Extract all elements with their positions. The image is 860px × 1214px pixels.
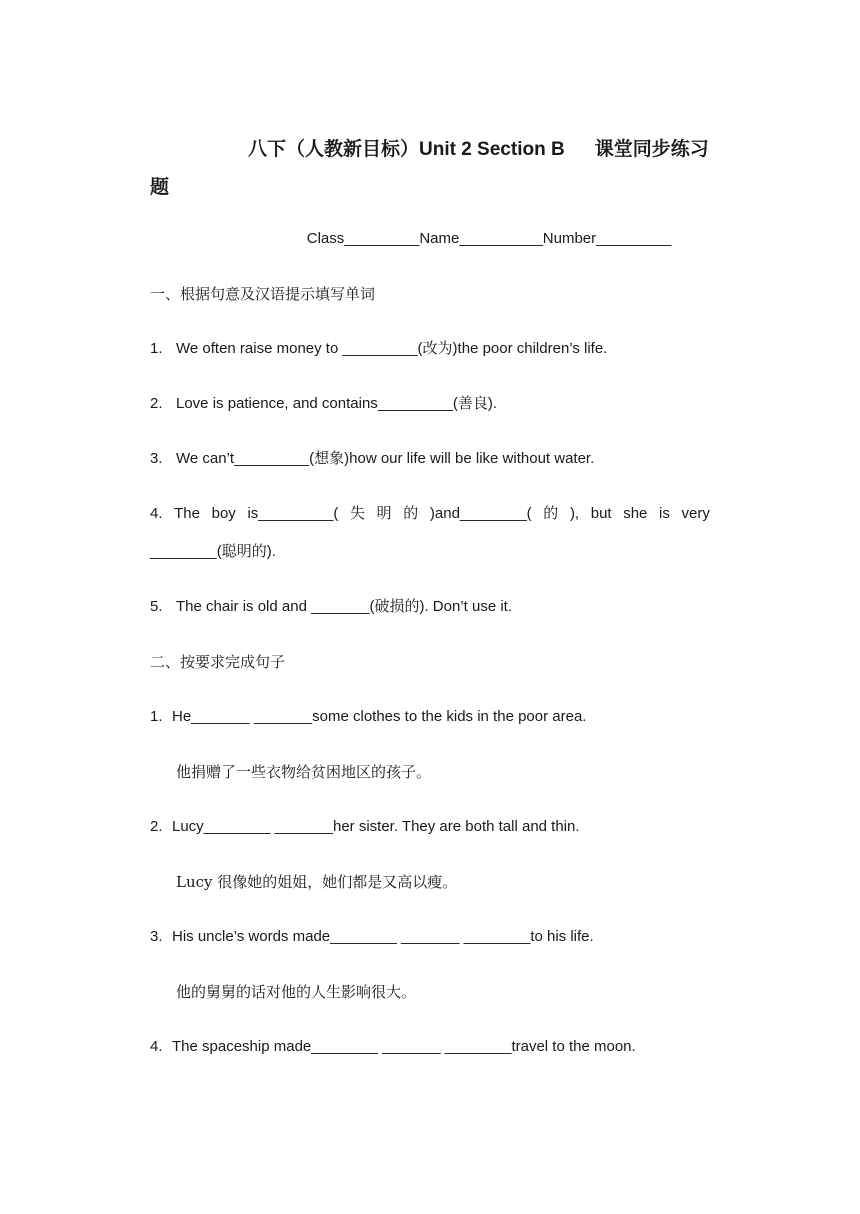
item-number: 1. bbox=[150, 340, 163, 357]
part2-item-4 bbox=[150, 1037, 710, 1057]
part2-item-1 bbox=[150, 707, 710, 727]
part1-heading: 一、根据句意及汉语提示填写单词 bbox=[150, 285, 376, 303]
item-number: 3. bbox=[150, 928, 163, 945]
part2-item-2 bbox=[150, 817, 710, 837]
item-text: The spaceship made________ _______ ________travel to the moon. bbox=[172, 1038, 636, 1055]
item-word: but bbox=[590, 505, 612, 522]
item-number: 3. bbox=[150, 450, 163, 467]
item-number: 5. bbox=[150, 598, 163, 615]
item-number: 4. bbox=[150, 1038, 163, 1055]
part2-item-1-translation: 他捐赠了一些衣物给贫困地区的孩子。 bbox=[176, 763, 432, 781]
part1-item-4 bbox=[150, 504, 710, 524]
item-text: His uncle’s words made________ _______ ________to his life. bbox=[172, 928, 594, 945]
title-line-2: 题 bbox=[150, 177, 170, 198]
item-word: The bbox=[174, 505, 200, 522]
item-word: she bbox=[623, 505, 648, 522]
page-title bbox=[150, 131, 710, 207]
item-text: We often raise money to _________(改为)the poor children’s life. bbox=[176, 340, 608, 357]
item-text: He_______ _______some clothes to the kids in the poor area. bbox=[172, 708, 587, 725]
item-number: 4. bbox=[150, 505, 163, 522]
item-number: 2. bbox=[150, 818, 163, 835]
part1-item-5 bbox=[150, 597, 710, 617]
item-text: We can’t_________(想象)how our life will be like without water. bbox=[176, 450, 595, 467]
part2-item-3-translation: 他的舅舅的话对他的人生影响很大。 bbox=[176, 983, 417, 1001]
item-number: 1. bbox=[150, 708, 163, 725]
item-number: 2. bbox=[150, 395, 163, 412]
item-word: is_________( bbox=[247, 505, 339, 522]
item-word: ), bbox=[569, 505, 580, 522]
title-text-a: 八下（人教新目标）Unit 2 Section B bbox=[248, 139, 565, 160]
item-word: very bbox=[681, 505, 710, 522]
item-text: Love is patience, and contains_________(善良). bbox=[176, 395, 498, 412]
part1-item-1 bbox=[150, 339, 710, 359]
part1-item-3 bbox=[150, 449, 710, 469]
item-word: )and________( bbox=[429, 505, 532, 522]
item-text: The chair is old and _______(破损的). Don’t use it. bbox=[176, 598, 512, 615]
title-text-b: 课堂同步练习 bbox=[594, 139, 709, 160]
part2-item-3 bbox=[150, 927, 710, 947]
title-line-1 bbox=[150, 131, 710, 169]
student-info-line: Class_________Name__________Number_________ bbox=[306, 230, 672, 247]
item-word: boy bbox=[211, 505, 236, 522]
item-word: is bbox=[659, 505, 670, 522]
item-word: 的 bbox=[403, 505, 419, 522]
part2-item-2-translation: Lucy 很像她的姐姐，她们都是又高以瘦。 bbox=[176, 873, 458, 891]
item-word: 失 bbox=[349, 505, 365, 522]
part2-heading: 二、按要求完成句子 bbox=[150, 653, 286, 671]
item-word: 明 bbox=[376, 505, 392, 522]
part1-item-2 bbox=[150, 394, 710, 414]
item-text: Lucy________ _______her sister. They are both tall and thin. bbox=[172, 818, 580, 835]
item-word: 的 bbox=[543, 505, 559, 522]
part1-item-4-continuation: ________(聪明的). bbox=[150, 543, 276, 560]
